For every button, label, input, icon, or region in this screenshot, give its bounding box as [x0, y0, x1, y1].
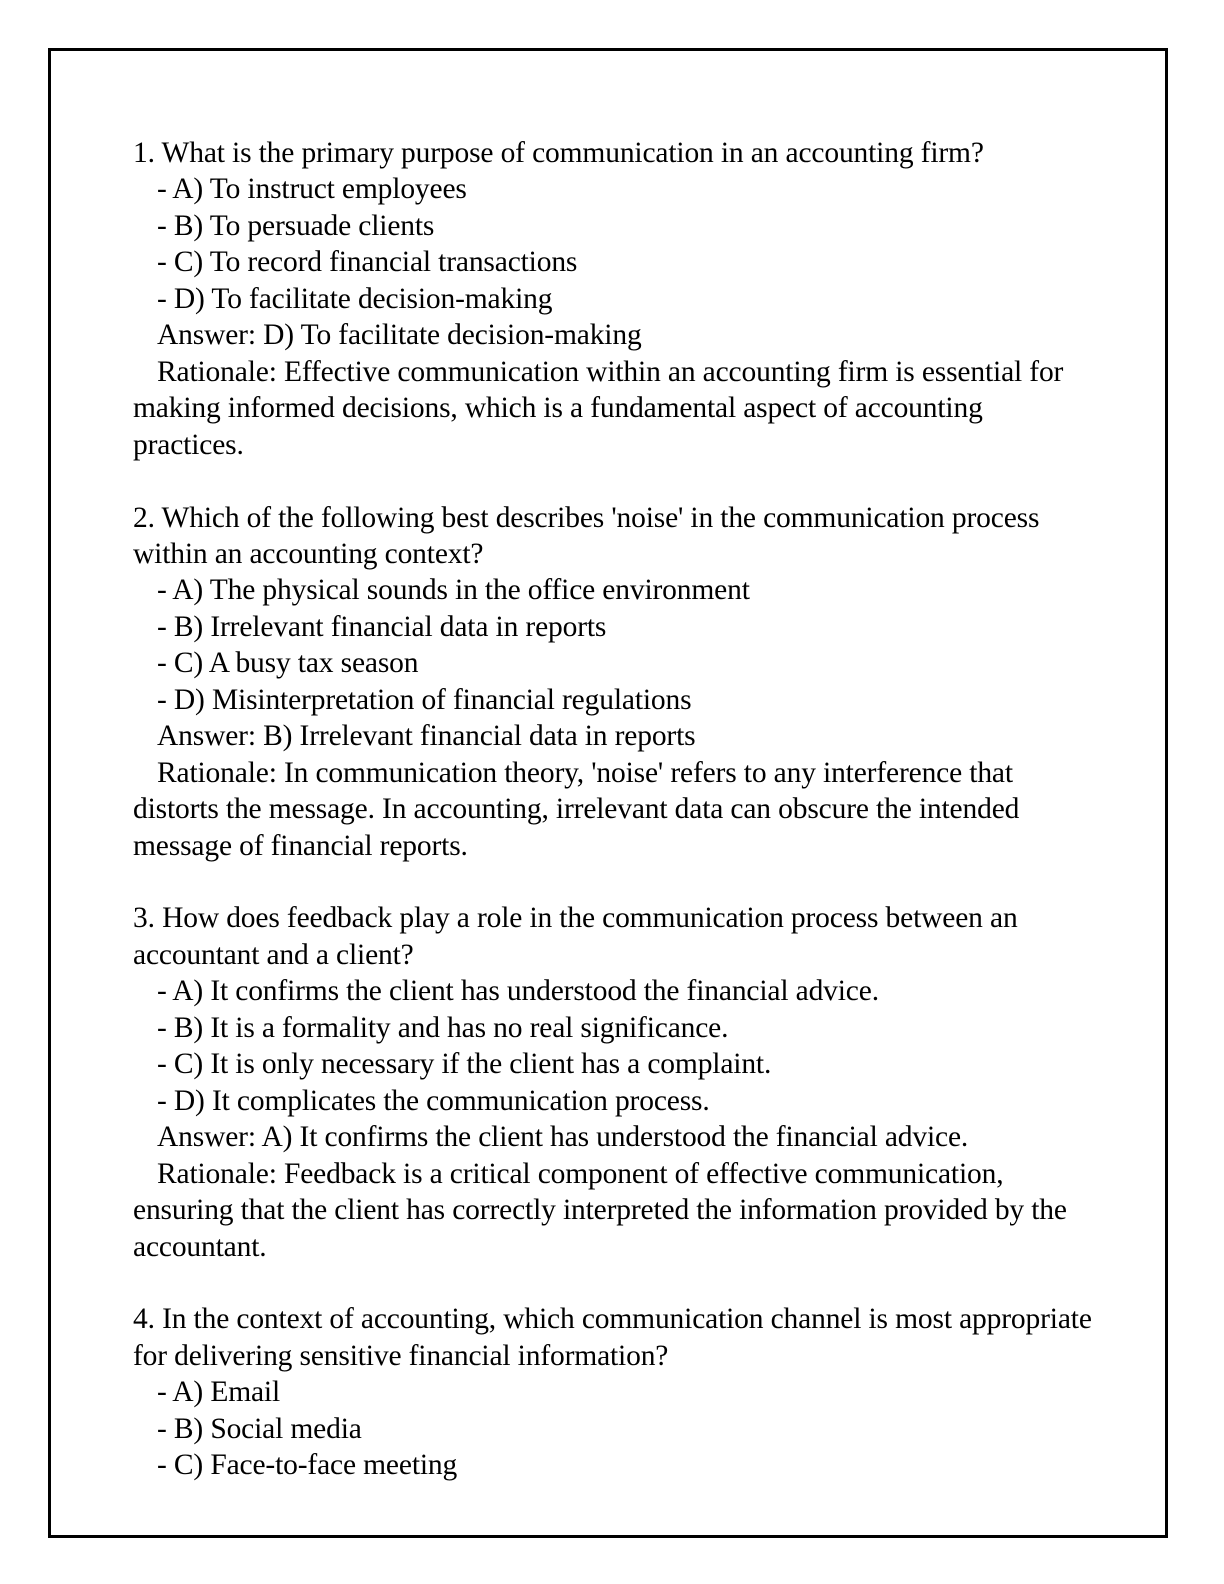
question-prompt: Which of the following best describes 'noise' in the communication process within an accounting context? — [133, 501, 1047, 570]
option-c: - C) Face-to-face meeting — [157, 1449, 458, 1482]
answer-line: Answer: A) It confirms the client has understood the financial advice. — [157, 1121, 969, 1154]
option-c: - C) To record financial transactions — [157, 246, 578, 279]
question-number: 4. — [133, 1303, 155, 1336]
question-text — [133, 900, 1093, 973]
question-number: 2. — [133, 501, 155, 534]
question-text — [133, 135, 1093, 171]
question-text — [133, 1301, 1100, 1374]
answer-line: Answer: B) Irrelevant financial data in reports — [157, 720, 696, 753]
question-prompt: How does feedback play a role in the communication process between an accountant and a client? — [133, 902, 1025, 971]
option-a: - A) To instruct employees — [157, 173, 467, 206]
option-b: - B) Social media — [157, 1412, 362, 1445]
question-number: 1. — [133, 137, 155, 169]
rationale-text: Rationale: In communication theory, 'noise' refers to any interference that distorts the message. In accounting, irrelevant data can obscure the intended message of financial reports. — [133, 756, 1027, 862]
answer-line: Answer: D) To facilitate decision-making — [157, 319, 642, 352]
option-d: - D) Misinterpretation of financial regulations — [157, 683, 692, 716]
question-block-4 — [133, 1301, 1100, 1483]
question-prompt: In the context of accounting, which communication channel is most appropriate for delivering sensitive financial information? — [133, 1303, 1100, 1372]
rationale-text: Rationale: Effective communication within an accounting firm is essential for making informed decisions, which is a fundamental aspect of accounting practices. — [133, 355, 1071, 461]
question-prompt: What is the primary purpose of communication in an accounting firm? — [161, 137, 984, 169]
rationale-text: Rationale: Feedback is a critical component of effective communication, ensuring that the client has correctly interpreted the information provided by the accountant. — [133, 1157, 1075, 1263]
document-body — [133, 135, 1100, 1520]
option-c: - C) A busy tax season — [157, 647, 419, 680]
question-block-2 — [133, 500, 1093, 865]
option-c: - C) It is only necessary if the client has a complaint. — [157, 1048, 772, 1081]
question-block-3 — [133, 900, 1093, 1265]
option-d: - D) To facilitate decision-making — [157, 282, 553, 315]
option-a: - A) It confirms the client has understood the financial advice. — [157, 975, 879, 1008]
option-b: - B) It is a formality and has no real significance. — [157, 1011, 729, 1044]
question-number: 3. — [133, 902, 155, 935]
option-b: - B) Irrelevant financial data in reports — [157, 610, 607, 643]
option-b: - B) To persuade clients — [157, 209, 435, 242]
option-a: - A) The physical sounds in the office environment — [157, 574, 750, 607]
option-d: - D) It complicates the communication process. — [157, 1084, 710, 1117]
question-block-1 — [133, 135, 1093, 463]
option-a: - A) Email — [157, 1376, 281, 1409]
question-text — [133, 500, 1093, 573]
